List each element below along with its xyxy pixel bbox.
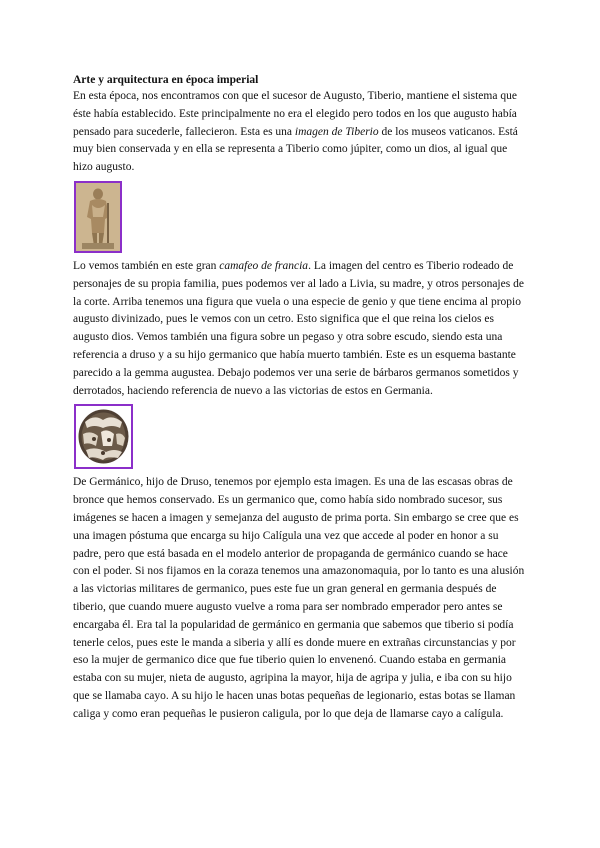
paragraph-text: En esta época, nos encontramos con que el sucesor de Augusto, Tiberio, mantiene el sistema que éste había establecido. Este principalmente no era el elegido pero todos en los que augusto había pensado para sucederle, fallecieron. Esta es una [73,90,517,138]
section-heading: Arte y arquitectura en época imperial [73,74,259,86]
paragraph-text: Lo vemos también en este gran [73,259,220,272]
cameo-picture [76,406,131,467]
statue-picture [76,183,120,251]
paragraph-text: . La imagen del centro es Tiberio rodeado de personajes de su propia familia, pues podemos ver al lado a Livia, su madre, y otros personajes de la corte. Arriba tenemos una figura que vuela o una especie de genio y que tiene encima al propio augusto divinizado, pues le vemos con un cetro. Esto significa que el que reina los cielos es augusto dios. Vemos también una figura sobre un pegaso y otra sobre escudo, siendo esta una referencia a druso y a su hijo germanico que había muerto también. Este es un esquema bastante parecido a la gemma augustea. Debajo podemos ver una serie de bárbaros germanos sometidos y derrotados, haciendo referencia de nuevo a las victorias de estos en Germania. [73,259,524,397]
paragraph-tiberio [73,88,525,177]
document-body [73,72,525,724]
paragraph-camafeo [73,258,525,400]
camafeo-image [74,404,133,469]
italic-reference: imagen de Tiberio [294,125,379,138]
paragraph-germanico: De Germánico, hijo de Druso, tenemos por ejemplo esta imagen. Es una de las escasas obras de bronce que hemos conservado. Es un germanico que, como había sido nombrado sucesor, sus imágenes se hacen a imagen y semejanza del augusto de prima porta. Sin embargo se cree que es una imagen póstuma que encarga su hijo Calígula una vez que accede al poder en honor a su padre, pero que está basada en el modelo anterior de propaganda de germánico cuando se hace con el poder. Si nos fijamos en la coraza tenemos una amazonomaquia, por lo tanto es una alusión a las victorias militares de germanico, pues este fue un gran general en germania después de tiberio, que cuando muere augusto vuelve a roma para ser nombrado emperador pero antes se encargaba él. Era tal la popularidad de germánico en germania que sabemos que tiberio si podía tenerle celos, pues este le manda a siberia y allí es donde muere en extrañas circunstancias y por eso la mujer de germanico dice que fue tiberio quien lo envenenó. Cuando estaba en germania estaba con su mujer, nieta de augusto, agripina la mayor, hija de agripa y julia, e iba con su hijo que se llamaba cayo. A su hijo le hacen unas botas pequeñas de legionario, estas botas se llaman caliga y como eran pequeñas le pusieron caligula, por lo que deja de llamarse cayo a calígula. [73,476,525,720]
tiberio-statue-image [74,181,122,253]
italic-reference: camafeo de francia [219,259,309,272]
paragraph-text: de los museos vaticanos. Está muy bien conservada y en ella se representa a Tiberio como júpiter, como un dios, al igual que hizo augusto. [73,125,518,174]
